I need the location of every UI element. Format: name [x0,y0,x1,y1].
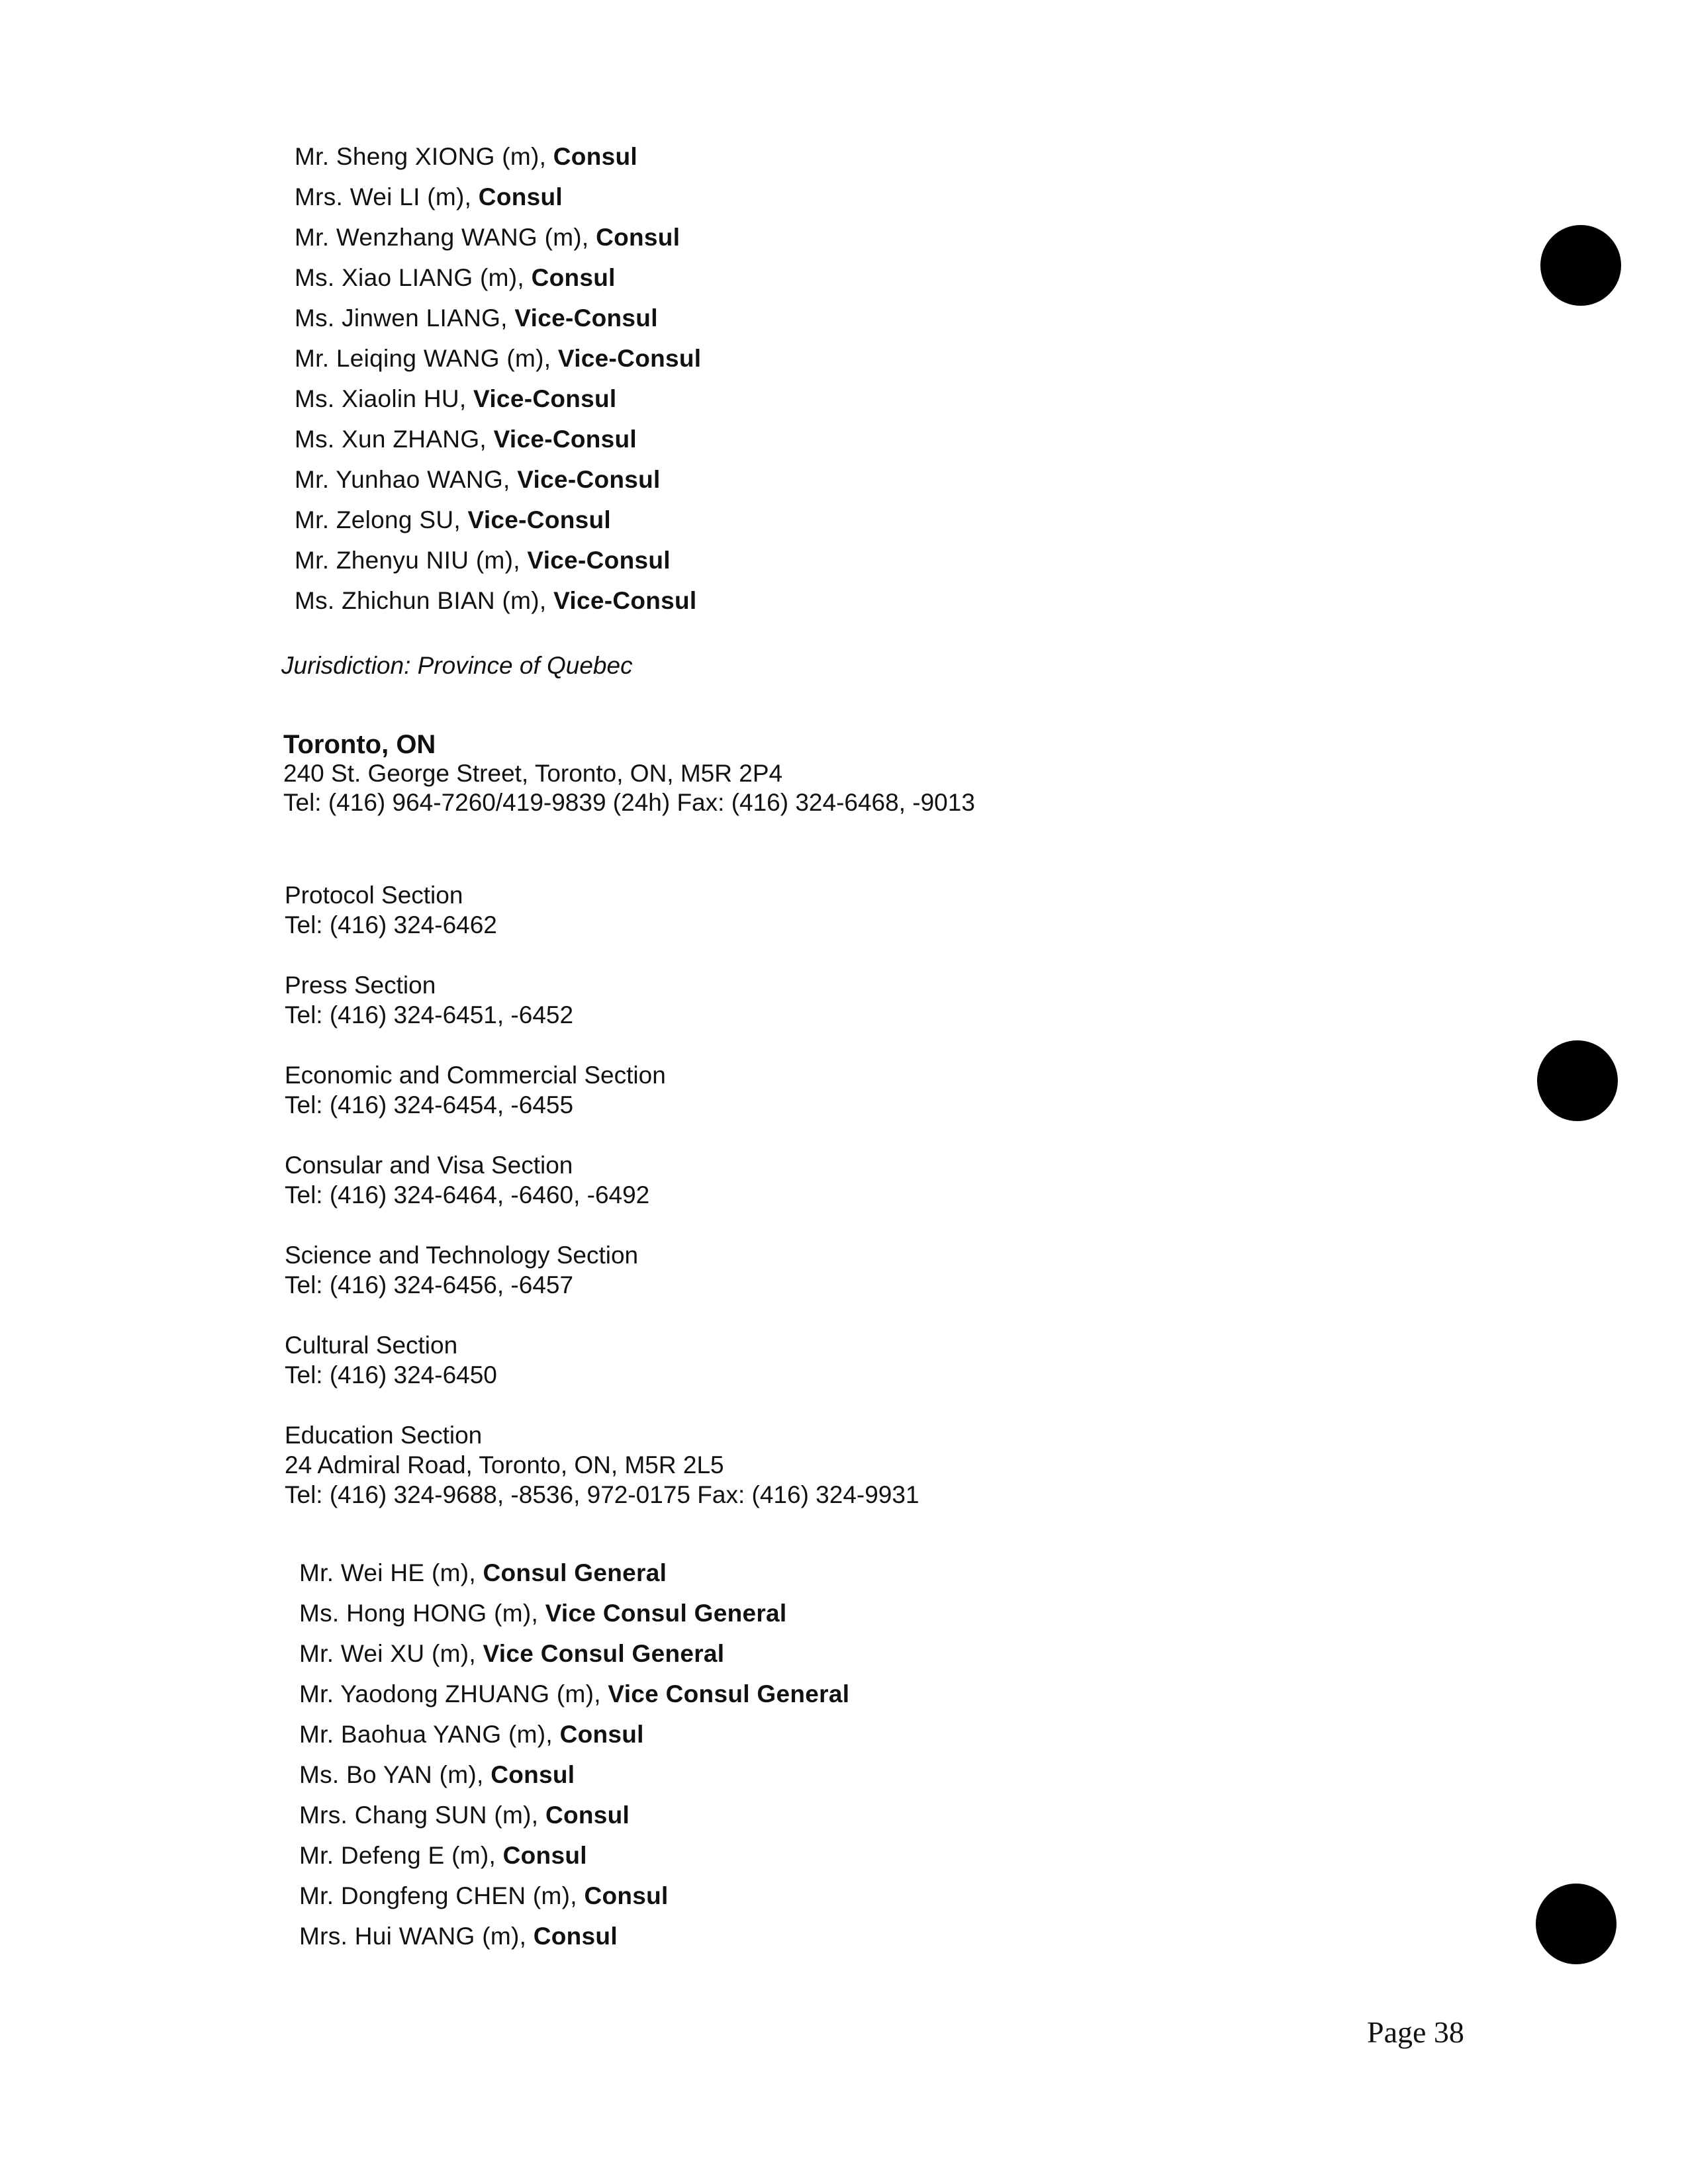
staff-entry [295,540,701,580]
staff-name: Ms. Zhichun BIAN (m), [295,587,554,614]
staff-entry [295,379,701,419]
office-name: Toronto, ON [283,730,436,759]
staff-entry [295,419,701,459]
staff-entry [299,1714,849,1754]
section-detail: Tel: (416) 324-6451, -6452 [285,1001,574,1028]
staff-name: Mr. Baohua YANG (m), [299,1721,560,1748]
section-entry [285,880,919,940]
section-directory [285,880,919,1540]
staff-entry [299,1633,849,1674]
staff-name: Ms. Xiao LIANG (m), [295,264,532,291]
staff-name: Mr. Leiqing WANG (m), [295,345,558,372]
staff-title: Consul [502,1842,587,1869]
staff-name: Mr. Yaodong ZHUANG (m), [299,1680,608,1707]
staff-name: Ms. Hong HONG (m), [299,1600,545,1627]
staff-name: Ms. Jinwen LIANG, [295,304,515,332]
section-entry [285,1330,919,1390]
staff-title: Vice-Consul [514,304,658,332]
staff-title: Vice Consul General [545,1600,787,1627]
staff-title: Consul General [483,1559,667,1586]
staff-name: Mrs. Hui WANG (m), [299,1923,534,1950]
section-name: Education Section [285,1422,483,1449]
staff-entry [299,1795,849,1835]
page-number: Page 38 [1367,2015,1464,2049]
section-detail: Tel: (416) 324-6462 [285,911,497,938]
staff-entry [299,1674,849,1714]
staff-title: Consul [584,1882,669,1909]
punch-hole [1536,1884,1617,1964]
section-detail: Tel: (416) 324-6464, -6460, -6492 [285,1181,650,1208]
staff-name: Mr. Defeng E (m), [299,1842,503,1869]
staff-name: Mr. Sheng XIONG (m), [295,143,553,170]
office-address: 240 St. George Street, Toronto, ON, M5R 2P4 [283,760,783,787]
section-entry [285,970,919,1030]
staff-title: Consul [596,224,680,251]
staff-title: Vice-Consul [473,385,617,412]
office-block-toronto [283,730,975,817]
staff-name: Ms. Xun ZHANG, [295,426,494,453]
staff-name: Mr. Wei HE (m), [299,1559,483,1586]
staff-name: Mrs. Wei LI (m), [295,183,479,210]
section-entry [285,1060,919,1120]
staff-name: Mr. Yunhao WANG, [295,466,518,493]
staff-title: Consul [533,1923,618,1950]
staff-name: Ms. Xiaolin HU, [295,385,474,412]
staff-title: Consul [545,1801,630,1829]
staff-list-montreal [295,136,701,621]
staff-title: Vice-Consul [517,466,661,493]
staff-entry [295,459,701,500]
staff-entry [299,1754,849,1795]
office-contact: Tel: (416) 964-7260/419-9839 (24h) Fax: (416) 324-6468, -9013 [283,789,975,816]
staff-name: Mr. Dongfeng CHEN (m), [299,1882,585,1909]
punch-hole [1537,1040,1618,1121]
staff-title: Vice-Consul [467,506,611,533]
staff-entry [299,1553,849,1593]
jurisdiction-note: Jurisdiction: Province of Quebec [281,652,633,679]
section-detail: Tel: (416) 324-6450 [285,1361,497,1388]
section-name: Protocol Section [285,882,463,909]
staff-entry [299,1835,849,1876]
staff-title: Vice Consul General [608,1680,850,1707]
staff-list-toronto [299,1553,849,1956]
section-entry [285,1150,919,1210]
punch-hole [1540,225,1621,306]
staff-title: Consul [559,1721,644,1748]
staff-title: Consul [491,1761,575,1788]
staff-entry [295,338,701,379]
section-name: Press Section [285,972,436,999]
staff-title: Consul [478,183,563,210]
section-detail: 24 Admiral Road, Toronto, ON, M5R 2L5 [285,1451,724,1479]
staff-name: Mr. Zhenyu NIU (m), [295,547,528,574]
section-entry [285,1420,919,1510]
staff-entry [295,500,701,540]
staff-name: Ms. Bo YAN (m), [299,1761,491,1788]
staff-title: Consul [553,143,637,170]
staff-entry [295,257,701,298]
section-detail: Tel: (416) 324-6454, -6455 [285,1091,574,1118]
section-name: Science and Technology Section [285,1242,639,1269]
staff-title: Vice-Consul [553,587,697,614]
staff-name: Mrs. Chang SUN (m), [299,1801,545,1829]
staff-name: Mr. Wei XU (m), [299,1640,483,1667]
section-name: Consular and Visa Section [285,1152,573,1179]
section-detail: Tel: (416) 324-6456, -6457 [285,1271,574,1298]
staff-entry [299,1916,849,1956]
staff-title: Vice-Consul [557,345,702,372]
staff-title: Consul [531,264,616,291]
staff-name: Mr. Wenzhang WANG (m), [295,224,596,251]
staff-entry [295,136,701,177]
staff-entry [299,1593,849,1633]
staff-entry [295,298,701,338]
section-detail: Tel: (416) 324-9688, -8536, 972-0175 Fax: (416) 324-9931 [285,1481,919,1508]
section-entry [285,1240,919,1300]
staff-entry [295,580,701,621]
staff-name: Mr. Zelong SU, [295,506,468,533]
staff-title: Vice-Consul [527,547,671,574]
staff-entry [295,177,701,217]
section-name: Cultural Section [285,1332,458,1359]
staff-title: Vice-Consul [493,426,637,453]
staff-title: Vice Consul General [483,1640,725,1667]
section-name: Economic and Commercial Section [285,1062,666,1089]
staff-entry [295,217,701,257]
staff-entry [299,1876,849,1916]
